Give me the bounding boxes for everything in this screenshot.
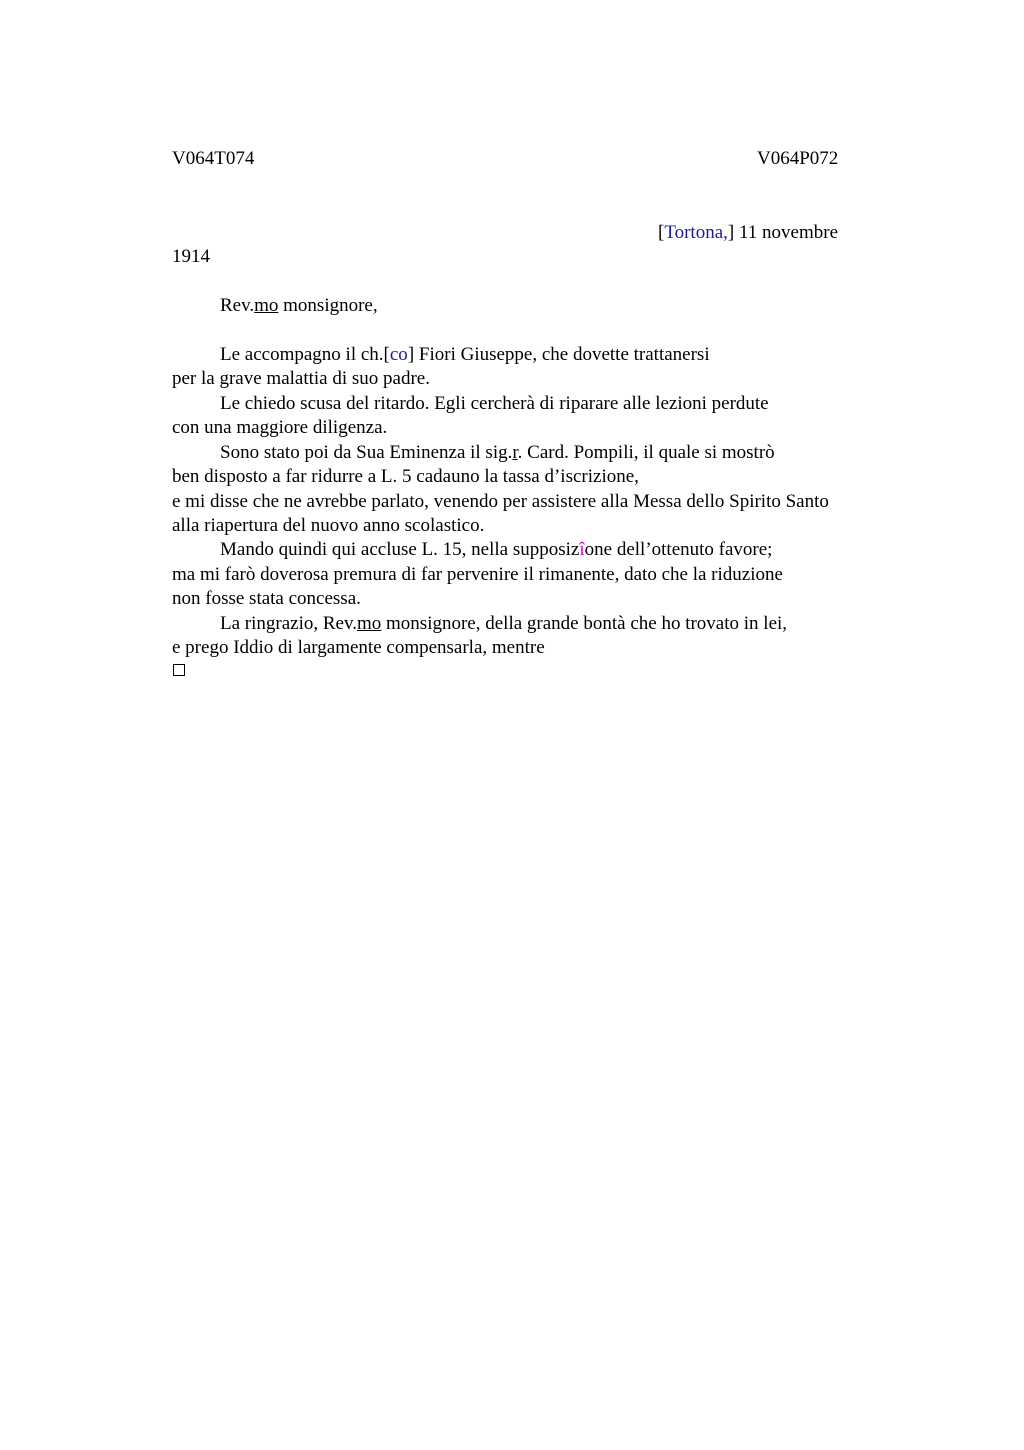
abbrev-superscript: r xyxy=(512,442,518,463)
salutation-post: monsignore, xyxy=(278,295,378,316)
text-run: . Card. Pompili, il quale si mostrò xyxy=(517,442,775,463)
body-line-8: alla riapertura del nuovo anno scolastico. xyxy=(172,515,485,536)
body-line-13: e prego Iddio di largamente compensarla, mentre xyxy=(172,637,545,658)
body-line-12 xyxy=(220,612,787,636)
document-code-right: V064P072 xyxy=(757,148,839,169)
text-run: Sono stato poi da Sua Eminenza il sig. xyxy=(220,442,513,463)
text-run: one dell’ottenuto favore; xyxy=(584,539,773,560)
body-line-4: con una maggiore diligenza. xyxy=(172,417,388,438)
text-run: La ringrazio, Rev. xyxy=(220,613,357,634)
missing-text-box-icon xyxy=(173,664,185,676)
bracket-close: ] xyxy=(407,344,415,365)
abbrev-superscript: mo xyxy=(357,613,382,634)
variant-mark: î xyxy=(579,539,585,560)
date-text: 11 novembre xyxy=(734,222,839,243)
body-line-1 xyxy=(220,343,710,367)
text-run: Le accompagno il ch. xyxy=(220,344,384,365)
dateline-year: 1914 xyxy=(172,246,210,267)
text-run: Mando quindi qui accluse L. 15, nella supposiz xyxy=(220,539,580,560)
body-line-7: e mi disse che ne avrebbe parlato, venendo per assistere alla Messa dello Spirito Santo xyxy=(172,491,829,512)
salutation xyxy=(220,294,378,318)
editorial-insertion: co xyxy=(389,344,408,365)
body-line-6: ben disposto a far ridurre a L. 5 cadauno la tassa d’iscrizione, xyxy=(172,466,639,487)
body-line-10: ma mi farò doverosa premura di far pervenire il rimanente, dato che la riduzione xyxy=(172,564,783,585)
salutation-abbrev: mo xyxy=(254,295,279,316)
text-run: monsignore, della grande bontà che ho trovato in lei, xyxy=(381,613,788,634)
bracket-close: ] xyxy=(727,222,735,243)
salutation-pre: Rev. xyxy=(220,295,255,316)
bracket-open: [ xyxy=(658,222,665,243)
body-line-3: Le chiedo scusa del ritardo. Egli cercherà di riparare alle lezioni perdute xyxy=(220,393,769,414)
bracket-open: [ xyxy=(383,344,390,365)
body-line-9 xyxy=(220,538,772,562)
body-line-2: per la grave malattia di suo padre. xyxy=(172,368,430,389)
body-line-11: non fosse stata concessa. xyxy=(172,588,361,609)
place-name: Tortona, xyxy=(664,222,728,243)
body-line-5 xyxy=(220,441,775,465)
dateline xyxy=(658,221,838,245)
document-code-left: V064T074 xyxy=(172,148,255,169)
text-run: Fiori Giuseppe, che dovette trattanersi xyxy=(414,344,710,365)
